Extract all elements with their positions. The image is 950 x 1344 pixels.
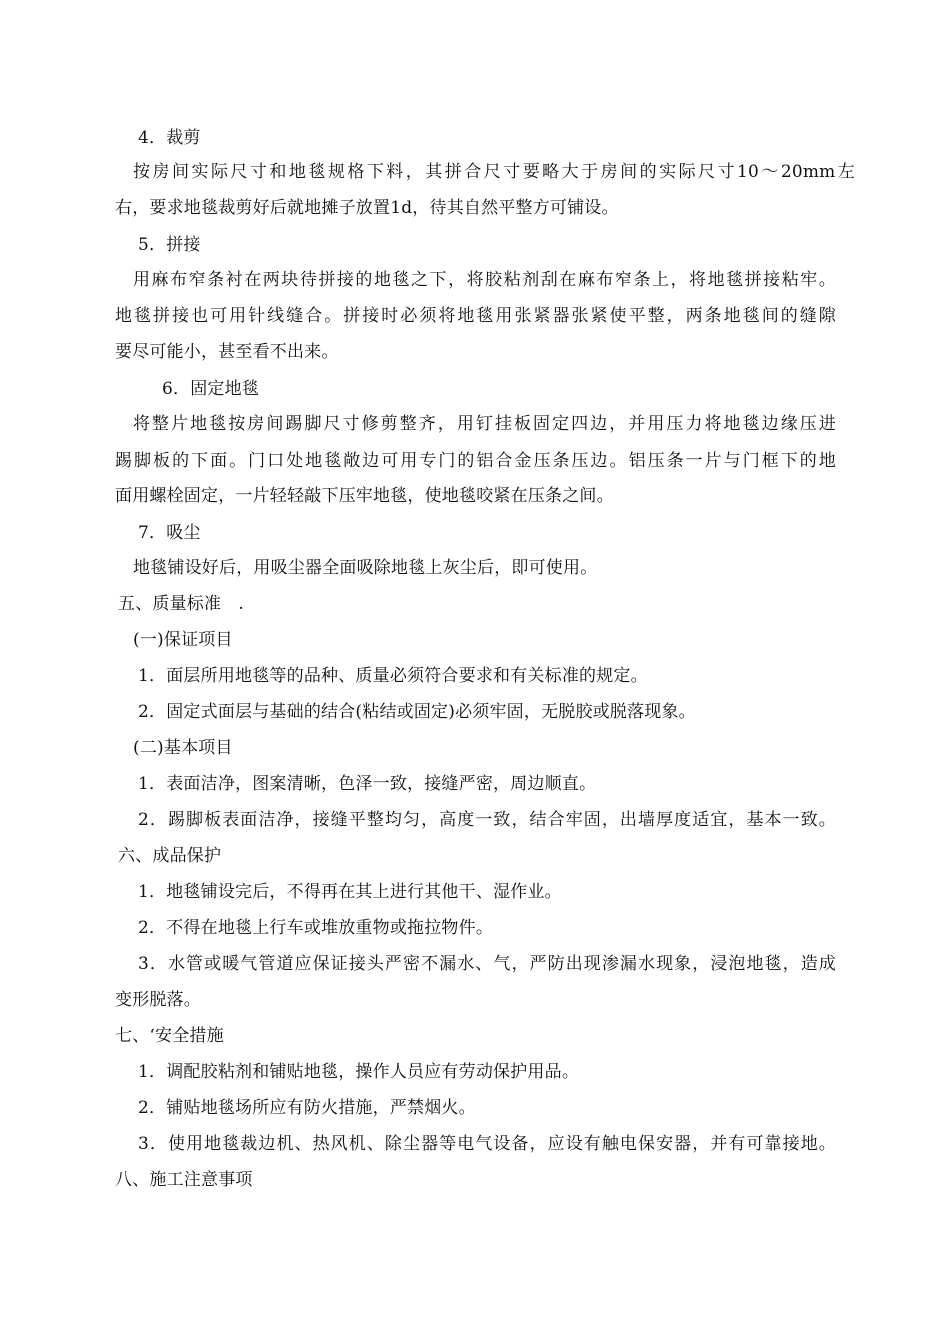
subheading-basic: (二)基本项目 <box>133 738 233 758</box>
paragraph-line: 地毯铺设好后，用吸尘器全面吸除地毯上灰尘后，即可使用。 <box>133 558 598 578</box>
paragraph-line: 踢脚板的下面。门口处地毯敞边可用专门的铝合金压条压边。铝压条一片与门框下的地 <box>115 451 836 471</box>
section-heading-protection: 六、成品保护 <box>118 846 222 866</box>
section-heading-notes: 八、施工注意事项 <box>115 1170 253 1190</box>
heading-joining: 5．拼接 <box>138 235 201 255</box>
heading-cutting: 4．裁剪 <box>138 128 201 148</box>
section-heading-safety: 七、‘安全措施 <box>115 1026 224 1046</box>
paragraph-line: 面用螺栓固定，一片轻轻敲下压牢地毯，使地毯咬紧在压条之间。 <box>115 486 614 506</box>
heading-fix-carpet: 6．固定地毯 <box>162 379 260 399</box>
list-item: 2．不得在地毯上行车或堆放重物或拖拉物件。 <box>138 918 494 938</box>
list-item: 1．面层所用地毯等的品种、质量必须符合要求和有关标准的规定。 <box>138 666 648 686</box>
list-item: 2．铺贴地毯场所应有防火措施，严禁烟火。 <box>138 1098 476 1118</box>
paragraph-line: 右，要求地毯裁剪好后就地摊子放置1d，待其自然平整方可铺设。 <box>115 198 619 218</box>
paragraph-line: 变形脱落。 <box>115 990 201 1010</box>
list-item: 3．水管或暖气管道应保证接头严密不漏水、气，严防出现渗漏水现象，浸泡地毯，造成 <box>138 954 836 974</box>
list-item: 2．踢脚板表面洁净，接缝平整均匀，高度一致，结合牢固，出墙厚度适宜，基本一致。 <box>138 810 836 830</box>
list-item: 1．地毯铺设完后，不得再在其上进行其他干、湿作业。 <box>138 882 562 902</box>
paragraph-line: 将整片地毯按房间踢脚尺寸修剪整齐，用钉挂板固定四边，并用压力将地毯边缘压进 <box>133 414 836 434</box>
list-item: 2．固定式面层与基础的结合(粘结或固定)必须牢固，无脱胶或脱落现象。 <box>138 702 696 722</box>
paragraph-line: 要尽可能小，甚至看不出来。 <box>115 342 339 362</box>
paragraph-line: 地毯拼接也可用针线缝合。拼接时必须将地毯用张紧器张紧使平整，两条地毯间的缝隙 <box>115 306 836 326</box>
paragraph-line: 按房间实际尺寸和地毯规格下料，其拼合尺寸要略大于房间的实际尺寸10～20mm左 <box>133 162 855 182</box>
list-item: 3．使用地毯裁边机、热风机、除尘器等电气设备，应设有触电保安器，并有可靠接地。 <box>138 1134 836 1154</box>
paragraph-line: 用麻布窄条衬在两块待拼接的地毯之下，将胶粘剂刮在麻布窄条上，将地毯拼接粘牢。 <box>133 270 836 290</box>
list-item: 1．调配胶粘剂和铺贴地毯，操作人员应有劳动保护用品。 <box>138 1062 580 1082</box>
list-item: 1．表面洁净，图案清晰，色泽一致，接缝严密，周边顺直。 <box>138 774 597 794</box>
section-heading-quality: 五、质量标准 . <box>118 594 245 614</box>
heading-vacuum: 7．吸尘 <box>138 523 201 543</box>
subheading-guarantee: (一)保证项目 <box>133 630 233 650</box>
